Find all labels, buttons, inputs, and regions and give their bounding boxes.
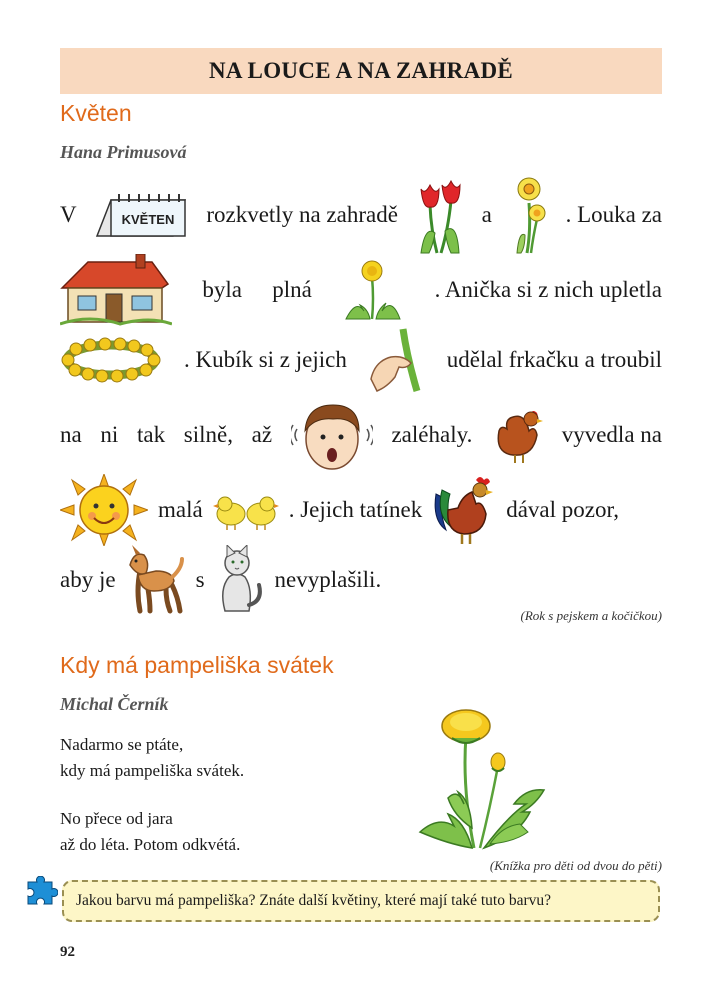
- poem-source: (Knížka pro děti od dvou do pěti): [489, 858, 662, 873]
- boy-face-icon: [291, 399, 373, 471]
- word: . Kubík si z jejich: [183, 347, 347, 372]
- cat-icon: [215, 545, 265, 615]
- word: plná: [272, 277, 312, 302]
- word: udělal frkačku a troubil: [446, 347, 662, 372]
- poem-title: Kdy má pampeliška svátek: [60, 652, 334, 678]
- hand-stem-icon: [369, 327, 425, 393]
- word: aby je: [60, 567, 116, 592]
- story-line-3: [60, 325, 662, 395]
- story-title: Květen: [60, 100, 132, 126]
- poem-author: Michal Černík: [60, 694, 169, 714]
- daffodil-icon: [509, 175, 549, 255]
- story-source: (Rok s pejskem a kočičkou): [520, 608, 662, 623]
- chicks-icon: [213, 490, 279, 530]
- word: dával pozor,: [506, 497, 619, 522]
- dandelion-illustration-icon: [418, 708, 546, 854]
- word: nevyplašili.: [274, 567, 382, 592]
- word: ni: [100, 422, 119, 447]
- word: na: [60, 422, 82, 447]
- story-line-6: [60, 545, 662, 615]
- dog-icon: [126, 545, 186, 615]
- calendar-icon: [93, 188, 189, 242]
- word: zaléhaly.: [391, 422, 473, 447]
- story-line-4: [60, 400, 662, 470]
- word: silně,: [183, 422, 233, 447]
- question-box: [62, 880, 660, 922]
- word: tak: [136, 422, 166, 447]
- question-text: Jakou barvu má pampeliška? Znáte další květiny, které mají také tuto barvu?: [76, 892, 552, 909]
- word: . Anička si z nich upletla: [434, 277, 662, 302]
- tulips-icon: [415, 175, 465, 255]
- poem-line: Nadarmo se ptáte,: [60, 735, 184, 754]
- word: byla: [202, 277, 242, 302]
- word: s: [195, 567, 205, 592]
- sun-icon: [60, 474, 148, 546]
- word: . Jejich tatínek: [288, 497, 423, 522]
- hen-icon: [491, 405, 543, 465]
- house-icon: [60, 254, 172, 326]
- word: a: [481, 202, 492, 227]
- story-line-2: [60, 255, 662, 325]
- word: . Louka za: [565, 202, 662, 227]
- word: rozkvetly na zahradě: [206, 202, 398, 227]
- page-number: 92: [60, 944, 75, 960]
- dandelion-icon: [342, 259, 404, 321]
- story-line-1: [60, 180, 662, 250]
- poem-stanza-1: [60, 732, 244, 784]
- rooster-icon: [432, 474, 496, 546]
- poem-stanza-2: [60, 806, 240, 858]
- puzzle-piece-icon: [26, 876, 58, 906]
- wreath-icon: [60, 337, 162, 383]
- word: vyvedla na: [561, 422, 662, 447]
- poem-line: až do léta. Potom odkvétá.: [60, 835, 241, 854]
- poem-line: No přece od jara: [60, 809, 173, 828]
- story-line-5: [60, 475, 662, 545]
- poem-line: kdy má pampeliška svátek.: [60, 761, 245, 780]
- word: malá: [158, 497, 203, 522]
- story-author: Hana Primusová: [60, 142, 187, 162]
- chapter-banner: [60, 48, 662, 94]
- calendar-label: KVĚTEN: [122, 212, 175, 227]
- word: V: [60, 202, 77, 227]
- word: až: [251, 422, 273, 447]
- chapter-title: NA LOUCE A NA ZAHRADĚ: [208, 58, 514, 83]
